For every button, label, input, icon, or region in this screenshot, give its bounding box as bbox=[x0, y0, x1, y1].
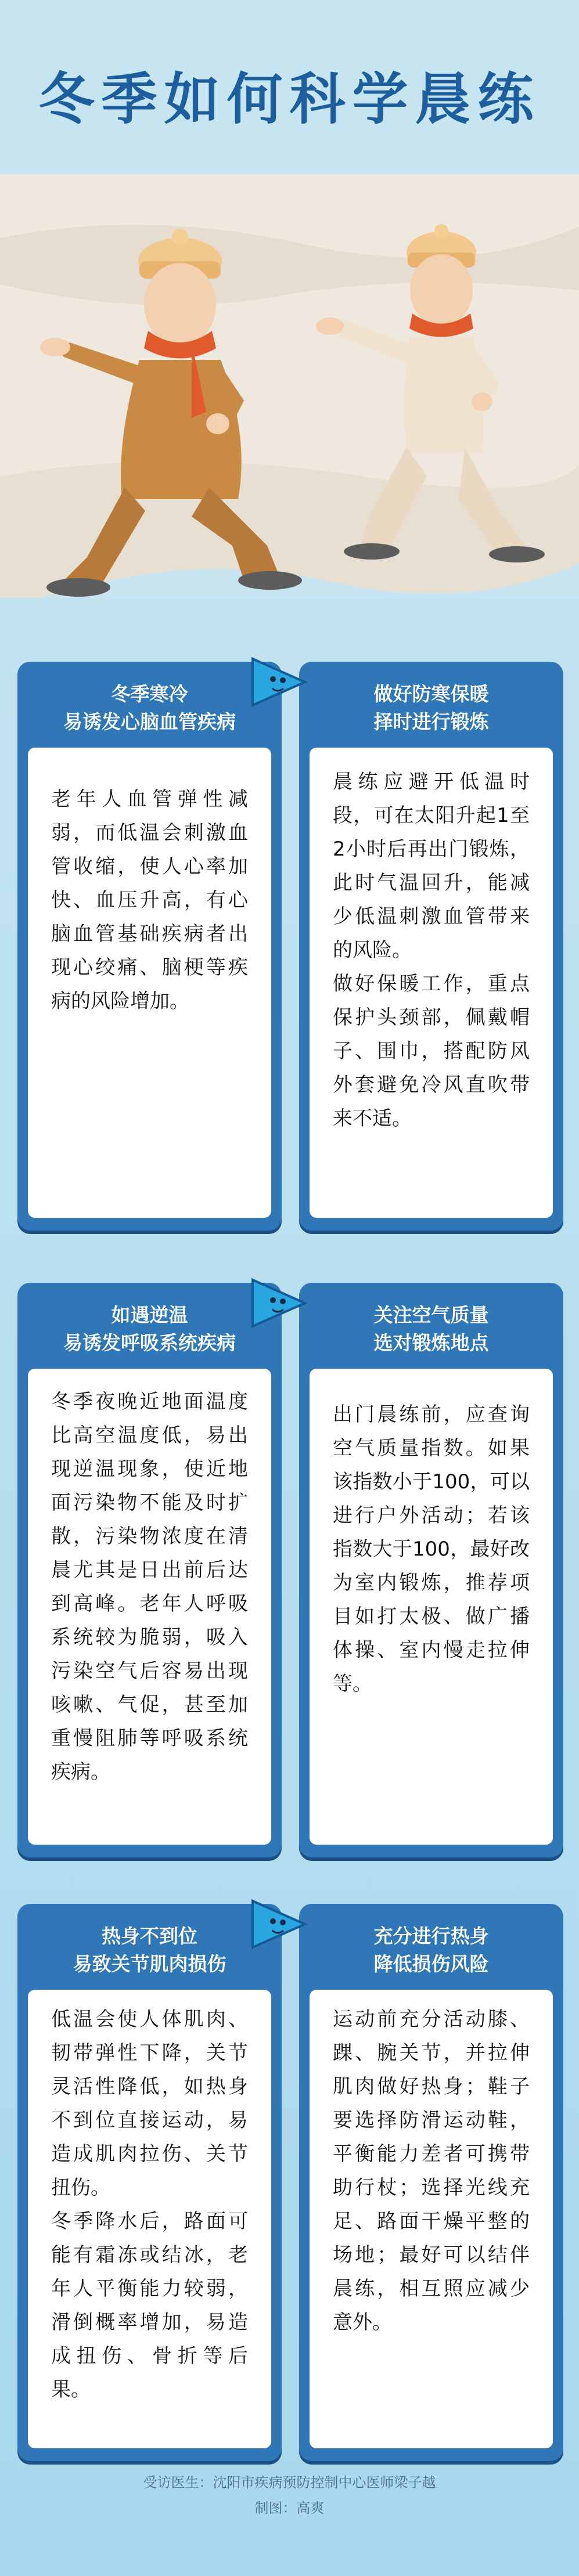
card-body bbox=[310, 1990, 553, 2448]
card-warmup-advice bbox=[299, 1904, 563, 2461]
illustration bbox=[0, 174, 579, 615]
heading-line2: 易诱发心脑血管疾病 bbox=[63, 710, 236, 733]
heading-line2: 易诱发呼吸系统疾病 bbox=[63, 1332, 236, 1354]
heading-line1: 充分进行热身 bbox=[373, 1925, 489, 1947]
heading-line2: 降低损伤风险 bbox=[373, 1953, 489, 1975]
card-body bbox=[28, 748, 271, 1218]
arrow-mascot-icon bbox=[247, 1898, 311, 1950]
heading-line2: 择时进行锻炼 bbox=[373, 710, 489, 733]
section-1 bbox=[17, 662, 563, 1231]
card-heading bbox=[310, 672, 553, 744]
credits bbox=[0, 2470, 579, 2521]
card-text: 运动前充分活动膝、踝、腕关节，并拉伸肌肉做好热身；鞋子要选择防滑运动鞋，平衡能力差者可携带助行杖；选择光线充足、路面干燥平整的场地；最好可以结伴晨练，相互照应减少意外。 bbox=[333, 2008, 530, 2334]
heading-line1: 做好防寒保暖 bbox=[373, 683, 489, 705]
section-3 bbox=[17, 1904, 563, 2461]
credit-designer: 制图：高爽 bbox=[254, 2500, 325, 2516]
arrow-mascot-icon bbox=[247, 656, 311, 708]
card-heading bbox=[28, 672, 271, 744]
heading-line1: 关注空气质量 bbox=[373, 1304, 489, 1326]
card-text: 老年人血管弹性减弱，而低温会刺激血管收缩，使人心率加快、血压升高，有心脑血管基础疾病者出现心绞痛、脑梗等疾病的风险增加。 bbox=[51, 788, 248, 1013]
card-heading bbox=[310, 1914, 553, 1986]
heading-line2: 选对锻炼地点 bbox=[373, 1332, 489, 1354]
card-heading bbox=[310, 1293, 553, 1365]
card-heading bbox=[28, 1914, 271, 1986]
card-body bbox=[28, 1990, 271, 2448]
card-body bbox=[28, 1369, 271, 1845]
card-body bbox=[310, 1369, 553, 1845]
card-text: 冬季夜晚近地面温度比高空温度低，易出现逆温现象，使近地面污染物不能及时扩散，污染物浓度在清晨尤其是日出前后达到高峰。老年人呼吸系统较为脆弱，吸入污染空气后容易出现咳嗽、气促，甚至加重慢阻肺等呼吸系统疾病。 bbox=[51, 1390, 248, 1784]
heading-line1: 热身不到位 bbox=[102, 1925, 197, 1947]
arrow-mascot-icon bbox=[247, 1277, 311, 1329]
card-air-quality-advice bbox=[299, 1283, 563, 1857]
card-warmth-advice bbox=[299, 662, 563, 1231]
card-body bbox=[310, 748, 553, 1218]
heading-line1: 冬季寒冷 bbox=[111, 683, 188, 705]
card-cold-risk bbox=[17, 662, 282, 1231]
card-text: 低温会使人体肌肉、韧带弹性下降，关节灵活性降低，如热身不到位直接运动，易造成肌肉拉伤、关节扭伤。 冬季降水后，路面可能有霜冻或结冰，老年人平衡能力较弱，滑倒概率增加，易造成扭伤、骨折等后果。 bbox=[51, 2008, 248, 2401]
heading-line2: 易致关节肌肉损伤 bbox=[73, 1953, 226, 1975]
card-warmup-risk bbox=[17, 1904, 282, 2461]
title-banner bbox=[0, 0, 579, 174]
card-inversion-risk bbox=[17, 1283, 282, 1857]
card-text: 出门晨练前，应查询空气质量指数。如果该指数小于100，可以进行户外活动；若该指数大于100，最好改为室内锻炼，推荐项目如打太极、做广播体操、室内慢走拉伸等。 bbox=[333, 1403, 530, 1695]
page-title: 冬季如何科学晨练 bbox=[38, 67, 541, 132]
section-2 bbox=[17, 1283, 563, 1857]
tai-chi-illustration-icon bbox=[0, 174, 579, 615]
card-heading bbox=[28, 1293, 271, 1365]
credit-doctor: 受访医生：沈阳市疾病预防控制中心医师梁子越 bbox=[143, 2474, 436, 2491]
heading-line1: 如遇逆温 bbox=[111, 1304, 188, 1326]
card-text: 晨练应避开低温时段，可在太阳升起1至2小时后再出门锻炼，此时气温回升，能减少低温刺激血管带来的风险。 做好保暖工作，重点保护头颈部，佩戴帽子、围巾，搭配防风外套避免冷风直吹带来不适。 bbox=[333, 770, 530, 1130]
